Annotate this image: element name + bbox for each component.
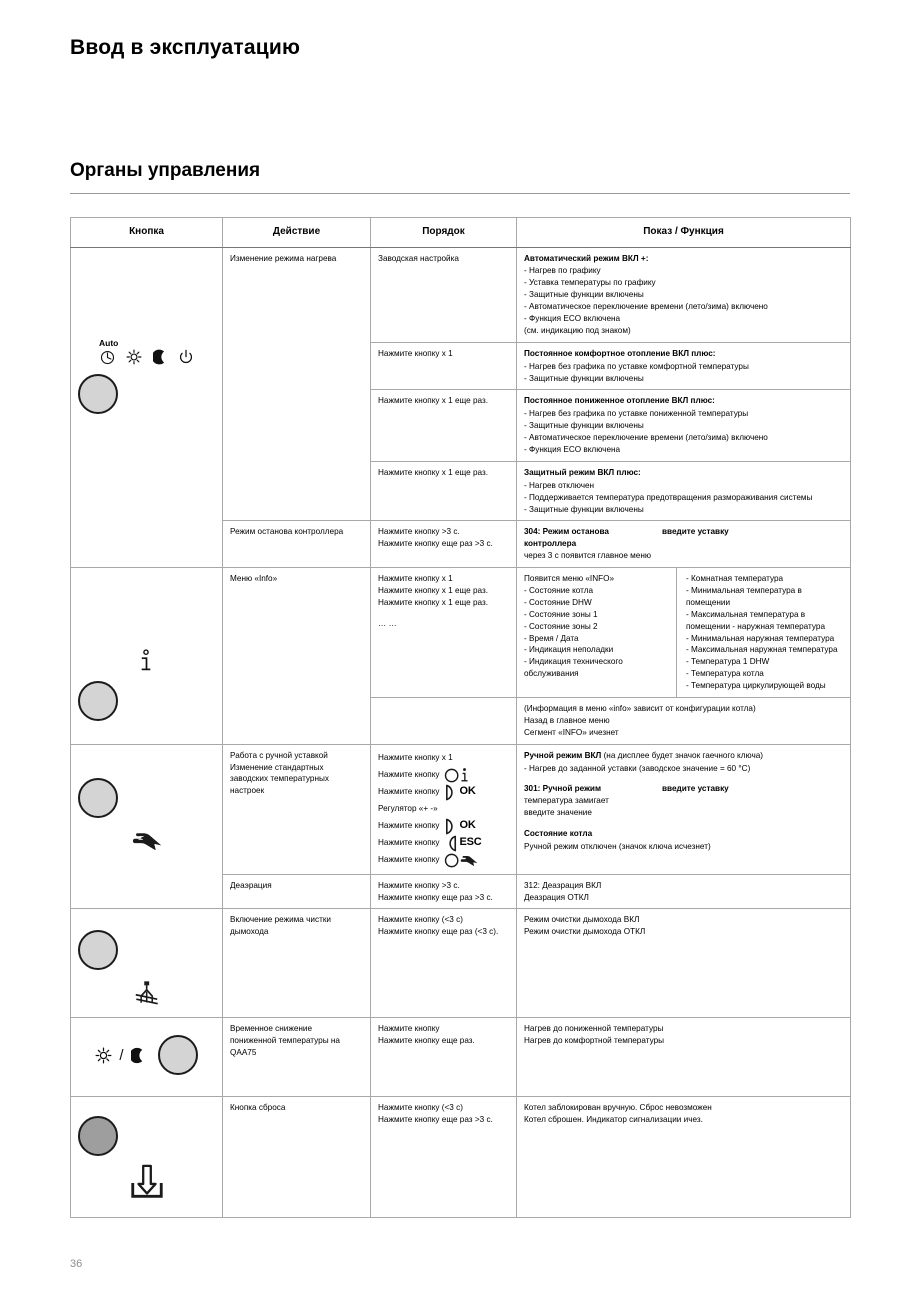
order-cell-manual — [371, 744, 517, 874]
info-menu-item: Появится меню «INFO» — [524, 574, 615, 584]
function-line: Режим очистки дымохода ОТКЛ — [524, 927, 646, 937]
function-line: Котел заблокирован вручную. Сброс невозможен — [524, 1103, 712, 1113]
order-cell: Нажмите кнопку x 1 еще раз. — [371, 390, 517, 461]
order-line: Нажмите кнопку >3 с. — [378, 527, 460, 537]
function-line: - Защитные функции включены — [524, 504, 644, 514]
info-icon — [140, 649, 153, 673]
procedure-text: Нажмите кнопку — [378, 855, 440, 865]
half-circle-esc-icon — [444, 835, 482, 852]
order-line: Нажмите кнопку — [378, 1024, 440, 1034]
function-line: Ручной режим отключен (значок ключа исчезнет) — [524, 842, 711, 852]
function-cell — [517, 461, 851, 521]
action-cell-heating-mode: Изменение режима нагрева — [223, 247, 371, 521]
auto-label: Auto — [99, 337, 119, 348]
button-cell-qaa75 — [71, 1018, 223, 1097]
action-cell-qaa75 — [223, 1018, 371, 1097]
procedure-step — [378, 818, 509, 835]
sun-icon — [126, 349, 142, 365]
function-line: Режим очистки дымохода ВКЛ — [524, 915, 640, 925]
half-circle-ok-icon — [444, 818, 476, 835]
function-line: - Нагрев без графика по уставке комфортной температуры — [524, 361, 749, 371]
order-line: Нажмите кнопку (<3 с) — [378, 915, 463, 925]
action-line: Временное снижение — [230, 1024, 313, 1034]
info-temp-item: - Минимальная наружная температура — [686, 633, 835, 643]
info-menu-item: - Индикация технического обслуживания — [524, 657, 626, 679]
circle-info-icon — [444, 767, 469, 784]
moon-icon — [131, 1047, 146, 1064]
order-line: Нажмите кнопку еще раз >3 с. — [378, 1115, 493, 1125]
info-temp-item: - Максимальная температура в помещении - наружная температура — [686, 609, 825, 631]
order-line: Нажмите кнопку >3 с. — [378, 880, 460, 890]
action-line: дымохода — [230, 927, 269, 937]
action-line: настроек — [230, 786, 265, 796]
chimney-button-knob[interactable] — [78, 930, 118, 970]
function-line: - Защитные функции включены — [524, 290, 644, 300]
procedure-text: Нажмите кнопку — [378, 821, 440, 831]
function-line: (см. индикацию под знаком) — [524, 325, 631, 335]
function-heading: Автоматический режим ВКЛ +: — [524, 253, 649, 263]
function-line: - Нагрев без графика по уставке пониженной температуры — [524, 409, 749, 419]
order-cell — [371, 874, 517, 909]
order-cell — [371, 1018, 517, 1097]
function-heading: Защитный режим ВКЛ плюс: — [524, 467, 641, 477]
table-row — [71, 568, 851, 698]
procedure-step — [378, 750, 509, 767]
function-line: температура замигает — [524, 796, 609, 806]
procedure-text: Нажмите кнопку x 1 — [378, 753, 453, 763]
action-cell-controller-stop: Режим останова контроллера — [223, 521, 371, 568]
chapter-title: Ввод в эксплуатацию — [70, 36, 301, 59]
function-line: Деазрация ОТКЛ — [524, 892, 589, 902]
circle-hand-icon — [444, 852, 479, 869]
procedure-step — [378, 801, 509, 818]
function-cell — [517, 909, 851, 1018]
button-cell-heating-mode — [71, 247, 223, 568]
mode-icon-row — [78, 337, 215, 365]
function-line: - Автоматическое переключение времени (лето/зима) включено — [524, 302, 768, 312]
action-line: QAA75 — [230, 1048, 257, 1058]
procedure-text: Регулятор «+ -» — [378, 804, 438, 814]
clock-icon — [99, 337, 119, 365]
order-line: Нажмите кнопку еще раз >3 с. — [378, 892, 493, 902]
info-menu-item: - Состояние зоны 1 — [524, 609, 598, 619]
procedure-step — [378, 852, 509, 869]
function-spacer — [524, 774, 843, 783]
function-heading-note: (на дисплее будет значок гаечного ключа) — [603, 750, 764, 760]
order-cell-empty — [371, 698, 517, 745]
order-spacer — [378, 609, 509, 618]
order-line: Нажмите кнопку x 1 еще раз. — [378, 585, 489, 595]
action-cell-deaeration: Деаэрация — [223, 874, 371, 909]
half-circle-ok-icon — [444, 784, 476, 801]
page-number: 36 — [70, 1258, 83, 1270]
action-line: заводских температурных — [230, 774, 329, 784]
table-header-row — [71, 218, 851, 248]
procedure-text: Нажмите кнопку — [378, 770, 440, 780]
button-cell-info — [71, 568, 223, 745]
function-heading: Постоянное пониженное отопление ВКЛ плюс: — [524, 396, 715, 406]
function-line: - Защитные функции включены — [524, 421, 644, 431]
function-cell — [517, 874, 851, 909]
procedure-text: Нажмите кнопку — [378, 787, 440, 797]
action-line: Включение режима чистки — [230, 915, 331, 925]
table-row — [71, 247, 851, 342]
action-cell-info: Меню «Info» — [223, 568, 371, 745]
function-heading: 304: Режим останова контроллера — [524, 527, 609, 549]
section-title: Органы управления — [70, 160, 261, 181]
hand-icon — [130, 829, 164, 851]
order-cell: Нажмите кнопку x 1 — [371, 342, 517, 390]
function-heading: 301: Ручной режим — [524, 784, 602, 794]
controls-table — [70, 217, 851, 1218]
order-line: Нажмите кнопку (<3 с) — [378, 1103, 463, 1113]
info-menu-list — [524, 573, 676, 692]
order-line: Нажмите кнопку x 1 еще раз. — [378, 597, 489, 607]
chimney-sweep-icon — [133, 980, 160, 1005]
function-cell-info-note — [517, 698, 851, 745]
moon-icon — [153, 349, 168, 365]
function-line: - Поддерживается температура предотвращения размораживания системы — [524, 492, 813, 502]
reset-button-knob[interactable] — [78, 1116, 118, 1156]
button-cell-manual — [71, 744, 223, 909]
order-cell — [371, 909, 517, 1018]
button-cell-chimney — [71, 909, 223, 1018]
function-heading-secondary: введите уставку — [662, 527, 729, 537]
table-row — [71, 744, 851, 874]
function-heading-text: Ручной режим ВКЛ — [524, 750, 602, 760]
function-cell — [517, 390, 851, 461]
function-line: - Функция ECO включена — [524, 313, 621, 323]
info-note-line: Сегмент «INFO» ичезнет — [524, 727, 619, 737]
function-spacer — [524, 819, 843, 828]
function-cell — [517, 1018, 851, 1097]
function-cell — [517, 1097, 851, 1218]
function-cell-manual — [517, 744, 851, 874]
qaa-button-knob[interactable] — [158, 1035, 198, 1075]
info-temp-item: - Минимальная температура в помещении — [686, 585, 805, 607]
procedure-text: Нажмите кнопку — [378, 838, 440, 848]
info-note-line: (Информация в меню «info» зависит от конфигурации котла) — [524, 704, 756, 713]
info-temp-item: - Комнатная температура — [686, 574, 784, 584]
function-line: Нагрев до пониженной температуры — [524, 1024, 664, 1034]
order-cell — [371, 568, 517, 698]
function-heading-secondary: введите уставку — [662, 784, 729, 794]
table-row — [71, 1018, 851, 1097]
order-line: … … — [378, 618, 397, 628]
info-temperature-list — [676, 568, 843, 697]
info-menu-item: - Время / Дата — [524, 633, 579, 643]
reset-arrow-icon — [127, 1164, 167, 1202]
header-function: Показ / Функция — [517, 218, 851, 248]
table-row — [71, 1097, 851, 1218]
manual-button-knob[interactable] — [78, 778, 118, 818]
order-line: Нажмите кнопку x 1 — [378, 574, 453, 584]
action-line: Работа с ручной уставкой — [230, 750, 328, 760]
function-heading: Состояние котла — [524, 829, 593, 839]
function-line: 312: Деазрация ВКЛ — [524, 880, 602, 890]
procedure-step — [378, 835, 509, 852]
info-temp-item: - Температура циркулирующей воды — [686, 681, 826, 691]
function-line: - Нагрев по графику — [524, 266, 601, 276]
function-line: Нагрев до комфортной температуры — [524, 1036, 665, 1046]
function-line: через 3 с появится главное меню — [524, 551, 652, 561]
action-cell-chimney — [223, 909, 371, 1018]
order-line: Нажмите кнопку еще раз. — [378, 1036, 475, 1046]
power-icon — [179, 349, 193, 365]
header-order: Порядок — [371, 218, 517, 248]
info-temp-item: - Максимальная наружная температура — [686, 645, 838, 655]
order-cell — [371, 1097, 517, 1218]
function-line: - Функция ECO включена — [524, 444, 621, 454]
function-heading — [524, 750, 843, 762]
function-line: Котел сброшен. Индикатор сигнализации ичез. — [524, 1115, 703, 1125]
function-line: - Нагрев до заданной уставки (заводское значение = 60 °C) — [524, 763, 751, 773]
action-cell-reset: Кнопка сброса — [223, 1097, 371, 1218]
table-row — [71, 909, 851, 1018]
procedure-icon-label: OK — [459, 785, 476, 798]
info-menu-item: - Состояние зоны 2 — [524, 621, 598, 631]
function-line: - Автоматическое переключение времени (лето/зима) включено — [524, 433, 768, 443]
procedure-icon-label: OK — [459, 819, 476, 832]
info-note-line: Назад в главное меню — [524, 715, 610, 725]
order-line: Нажмите кнопку еще раз >3 с. — [378, 539, 493, 549]
function-line: - Нагрев отключен — [524, 480, 595, 490]
order-line: Нажмите кнопку еще раз (<3 с). — [378, 927, 499, 937]
mode-button-knob[interactable] — [78, 374, 118, 414]
action-cell-manual — [223, 744, 371, 874]
procedure-step — [378, 784, 509, 801]
order-cell — [371, 521, 517, 568]
qaa-icon-row — [78, 1035, 215, 1075]
function-cell-info — [517, 568, 851, 698]
button-cell-reset — [71, 1097, 223, 1218]
separator-slash: / — [119, 1046, 124, 1064]
function-cell — [517, 521, 851, 568]
order-cell: Нажмите кнопку x 1 еще раз. — [371, 461, 517, 521]
function-cell — [517, 247, 851, 342]
function-line: - Защитные функции включены — [524, 373, 644, 383]
sun-icon — [95, 1047, 112, 1064]
info-temp-item: - Температура 1 DHW — [686, 657, 770, 667]
info-temp-item: - Температура котла — [686, 669, 764, 679]
function-heading: Постоянное комфортное отопление ВКЛ плюс: — [524, 348, 716, 358]
info-button-knob[interactable] — [78, 681, 118, 721]
function-cell — [517, 342, 851, 390]
info-menu-item: - Индикация неполадки — [524, 645, 614, 655]
order-cell: Заводская настройка — [371, 247, 517, 342]
section-divider — [70, 193, 850, 194]
header-button: Кнопка — [71, 218, 223, 248]
procedure-step — [378, 767, 509, 784]
header-action: Действие — [223, 218, 371, 248]
info-menu-item: - Состояние DHW — [524, 597, 592, 607]
action-line: Изменение стандартных — [230, 762, 324, 772]
procedure-icon-label: ESC — [459, 836, 482, 849]
info-menu-item: - Состояние котла — [524, 585, 594, 595]
action-line: пониженной температуры на — [230, 1036, 340, 1046]
function-line: - Уставка температуры по графику — [524, 278, 656, 288]
function-line: введите значение — [524, 808, 592, 818]
